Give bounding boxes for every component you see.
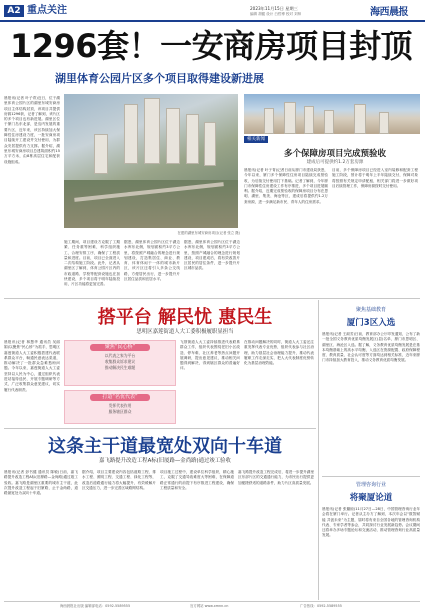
sidebar-divider <box>318 300 319 600</box>
story2-box-1-line-3: 推动解决民生难题 <box>104 365 136 370</box>
sidebar2-tag: 管理咨询行业 <box>355 482 386 488</box>
story3-column-3: 项目施工过程中，建设单位科学组织，精心施工，克服了交通导改难度大等困难，在保障道路正常通行的前提下有序推进工程建设，确保工程质量和安全。 <box>160 470 234 490</box>
story2-box-2 <box>64 390 176 424</box>
story1-column-4: 据悉，湖里体育公园片区位于湖边水库东北侧，规划面积约3平方公里，按照产城融合的理念进行规划建设，项目建成后，将有效改善片区居民的居住条件，进一步提升片区城市品质。 <box>184 240 240 271</box>
sidebar2-body: 晨报讯(记者 张璐琼)11月27日—28日，中国管理咨询行业年会将在厦门举行。记者从主办方了解到，本次年会以“数智赋能 共创未来”为主题，届时将有来自全国各地的管理咨询机构代表、专家学者等参会，共同探讨行业发展新趋势。会议期间还将举办多场专题论坛和交流活动，推动管理咨询行业高质量发展。 <box>322 507 420 538</box>
story2-column-3: 飞领街道人大工委持续推进代表联系群众工作，组织代表围绕老旧小区改造、停车难、社区养老等热点问题开展调研，提出意见建议，推动相关问题得到解决，得到辖区群众的普遍好评。 <box>180 340 240 371</box>
side-photo <box>244 94 420 134</box>
story2-box-1 <box>64 340 176 386</box>
masthead-rule <box>0 20 425 22</box>
story3-column-4: 嘉飞路提升改造工程完成后，将进一步提升湖里区东部片区的交通通行能力，为市民出行提供更加便捷舒适的道路条件，助力片区高质量发展。 <box>238 470 314 485</box>
story1-subhead: 湖里体育公园片区多个项目取得建设新进展 <box>55 72 264 85</box>
story3-column-1: 晨报讯(记者 彭书健 通讯员 陈敏)日前，嘉飞路提升改造工程A标(旧厦路—金尚路)通过竣工验收。嘉飞路是湖里区重要的城市主干道，此次提升改造工程起于旧厦路，止于金尚路，道路最宽处为双向十车道。 <box>4 470 78 496</box>
sidebar-headline: 厦门3区入选 <box>346 318 396 328</box>
page-number-badge: A2 <box>4 5 24 17</box>
story2-box-1-line-1: 以代表之家为平台 <box>104 353 136 358</box>
side-headline: 多个保障房项目完成预验收 <box>283 149 386 159</box>
sidebar2-headline: 将聚厦论道 <box>349 493 393 503</box>
side-subhead: 建成后可提供约1.2万套房源 <box>306 160 364 165</box>
paper-logo: 海西晨报 <box>370 7 408 18</box>
story2-column-4: 在推动问题解决的同时，街道人大工委还注重发挥代表专业优势，组织代表参与社区治理，助力基层社会治理能力提升，推动代表履职工作走深走实，把人大代表制度优势转化为基层治理效能。 <box>244 340 314 366</box>
story3-subhead: 嘉飞路提升改造工程A标(旧厦路—金尚路)通过竣工验收 <box>99 458 231 464</box>
story2-headline: 搭平台 解民忧 惠民生 <box>97 307 273 328</box>
sidebar-divider-2 <box>322 476 420 477</box>
section-label: 重点关注 <box>27 5 67 16</box>
section-divider-2 <box>4 428 316 429</box>
story2-box-2-line-1: 发挥代表作用 <box>108 403 132 408</box>
side-column-1: 晨报讯(记者 叶子青)记者日前从厦门市建设局获悉，今年以来，厦门多个保障性住房项目陆续完成预验收，为后续交付使用打下基础。记者了解到，今年厦门市保障性住房建设工作有序推进，多个项目进展顺利。据介绍，近期完成预验收的保障房项目分布在思明、湖里、集美、海沧等区，建成后将提供约1.2万套房源，进一步满足新市民、青年人的住房需求。 <box>244 168 328 204</box>
editor-line: 编辑 胡健 设计 白哲博 校对 刘帅 <box>250 12 302 16</box>
story2-box-1-line-2: 收集群众诉求建议 <box>104 359 136 364</box>
story2-box-2-title: 打造“名优代表” <box>90 394 150 401</box>
story1-photo-caption: 在建的湖里东城安商房项目(记者 张立 摄) <box>177 231 240 235</box>
story1-headline: 1296套！一安商房项目封顶 <box>10 27 413 65</box>
side-column-2: 目前，多个保障房项目已经进入室内装修和配套工程施工阶段，预计将于明年上半年陆续交付，保障对象将按照有关规定申请配租，相关部门将进一步做好项目后续管理工作，保障房源按时交付使用。 <box>332 168 418 188</box>
story2-subhead: 思明区嘉莲街道人大工委积极履职显担当 <box>136 329 234 335</box>
sidebar-tag: 聚焦基础教育 <box>355 307 386 313</box>
sidebar-body: 晨报讯(记者 王淑芳)日前，教育部办公厅印发通知，公布了新一批全国义务教育优质均衡发展区(县)名单，厦门市思明区、湖里区、海沧区入选。据了解，义务教育优质均衡发展是在基本均衡基础上的高水平均衡，入选区在资源配置、政府保障程度、教育质量、社会认可度等方面均达到相关标准，近年来厦门市持续加大教育投入，推动义务教育优质均衡发展。 <box>322 332 420 363</box>
story1-column-3: 据悉，湖里体育公园片区位于湖边水库东北侧，规划面积约3平方公里，将按照产城融合的理念进行规划建设，打造集居住、商业、教育、体育休闲于一体的城市新片区，该片区还将引入多条公交线路，方便居民出行，进一步提升片区居住品质和宜居水平。 <box>124 240 180 282</box>
footer-right: 广告热线：0592-5589555 <box>300 604 342 608</box>
story2-box-2-line-2: 服务辖区群众 <box>108 409 132 414</box>
footer-mid: 官方网站 www.xmnn.cn <box>190 604 229 608</box>
story1-photo <box>64 94 238 228</box>
story1-column-1: 晨报讯(记者 叶子青)近日，位于湖里体育公园片区的湖里东城安商房项目主体结构封顶，该项目共提供房源1296套，记者了解到，该片区的多个项目也有新进展。湖里区位于厦门岛东北部，是岛内发展的重要片区，近年来，该区持续加大保障性住房建设力度，一批安商房项目陆续开工建设并交付使用，为群众安居提供有力支撑。据介绍，湖里东城安商房项目总建筑面积约15万平方米，由8栋高层住宅和配套设施组成。 <box>4 96 60 164</box>
date-line: 2023年11月15日 星期三 <box>250 6 298 11</box>
story2-column-1: 晨报讯(记者 林慧华 通讯员 吴丽娟)以聚焦“民心桥”为抓手，思明区嘉莲街道人大工委积极搭建代表联系群众平台，畅通民意表达渠道，推动解决了一批群众急难愁盼问题。今年以来，嘉莲街道人大工委坚持以人民为中心，通过组织代表进站接待选民、开展专题调研等方式，广泛收集群众意见建议，切实履行代表职责。 <box>4 340 60 392</box>
story3-column-2: 据介绍，项目主要建设内容包括道路工程、排水工程、照明工程、交通工程、绿化工程等，改造后道路通行能力将大幅提升，有效缓解片区交通压力，进一步完善区域路网结构。 <box>82 470 156 490</box>
section-divider-1 <box>4 298 420 299</box>
story3-headline: 这条主干道最宽处双向十车道 <box>48 436 282 457</box>
footer-left: 海西晨报社出版 编辑部电话：0592-5589555 <box>60 604 131 608</box>
footer-rule <box>4 601 420 602</box>
story2-box-1-title: 聚焦“民心桥” <box>90 344 150 351</box>
side-tag: 相关新闻 <box>244 136 268 143</box>
story1-column-2: 施工期间，项目建设方克服了工期紧、任务重等困难，科学组织施工，合理安排工序，确保了工程质量和进度。目前，项目已全面进入二次结构施工阶段。此外，记者从湖里区了解到，体育公园片区内的市政道路、学校等配套设施也在加快建设，多个项目将于明年陆续投用，片区功能将更加完善。 <box>64 240 120 287</box>
